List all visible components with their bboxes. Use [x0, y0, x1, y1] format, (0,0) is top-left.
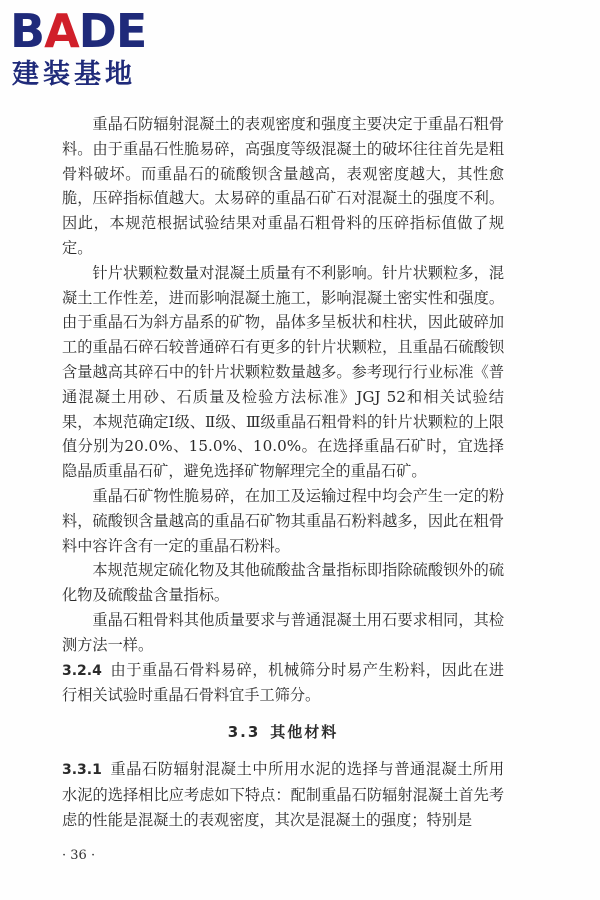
clause-3-2-4 [62, 658, 504, 709]
clause-text: 由于重晶石骨料易碎，机械筛分时易产生粉料，因此在进行相关试验时重晶石骨料宜手工筛分。 [62, 660, 504, 705]
clause-text: 重晶石防辐射混凝土中所用水泥的选择与普通混凝土所用水泥的选择相比应考虑如下特点：配制重晶石防辐射混凝土首先考虑的性能是混凝土的表观密度，其次是混凝土的强度；特别是 [62, 759, 504, 829]
logo-subtitle: 建装基地 [12, 59, 136, 90]
clause-number: 3.3.1 [62, 761, 102, 778]
paragraph-barite-powder: 重晶石矿物性脆易碎，在加工及运输过程中均会产生一定的粉料，硫酸钡含量越高的重晶石矿物其重晶石粉料越多，因此在粗骨料中容许含有一定的重晶石粉料。 [62, 486, 504, 555]
paragraph-flaky-particles: 针片状颗粒数量对混凝土质量有不利影响。针片状颗粒多，混凝土工作性差，进而影响混凝土施工，影响混凝土密实性和强度。由于重晶石为斜方晶系的矿物，晶体多呈板状和柱状，因此破碎加工的重晶石碎石较普通碎石有更多的针片状颗粒，且重晶石硫酸钡含量越高其碎石中的针片状颗粒数量越多。参考现行行业标准《普通混凝土用砂、石质量及检验方法标准》JGJ 52和相关试验结果，本规范确定Ⅰ级、Ⅱ级、Ⅲ级重晶石粗骨料的针片状颗粒的上限值分别为20.0%、15.0%、10.0%。在选择重晶石矿时，宜选择隐晶质重晶石矿，避免选择矿物解理完全的重晶石矿。 [62, 263, 504, 481]
document-body [62, 112, 504, 832]
clause-number: 3.2.4 [62, 662, 102, 679]
section-number: 3.3 [227, 723, 261, 742]
section-title: 其他材料 [270, 723, 339, 742]
clause-3-3-1 [62, 757, 504, 832]
page-number: · 36 · [62, 848, 96, 863]
section-heading-3-3 [62, 720, 504, 745]
paragraph-sulfide-sulfate: 本规范规定硫化物及其他硫酸盐含量指标即指除硫酸钡外的硫化物及硫酸盐含量指标。 [62, 561, 504, 605]
paragraph-other-requirements: 重晶石粗骨料其他质量要求与普通混凝土用石要求相同，其检测方法一样。 [62, 610, 504, 654]
paragraph-coarse-aggregate-strength: 重晶石防辐射混凝土的表观密度和强度主要决定于重晶石粗骨料。由于重晶石性脆易碎，高强度等级混凝土的破坏往往首先是粗骨料破坏。而重晶石的硫酸钡含量越高，表观密度越大，其性愈脆，压碎指标值越大。太易碎的重晶石矿石对混凝土的强度不利。因此，本规范根据试验结果对重晶石粗骨料的压碎指标值做了规定。 [62, 115, 504, 257]
bade-logo [10, 4, 180, 94]
logo-wordmark: BADE [10, 4, 147, 58]
